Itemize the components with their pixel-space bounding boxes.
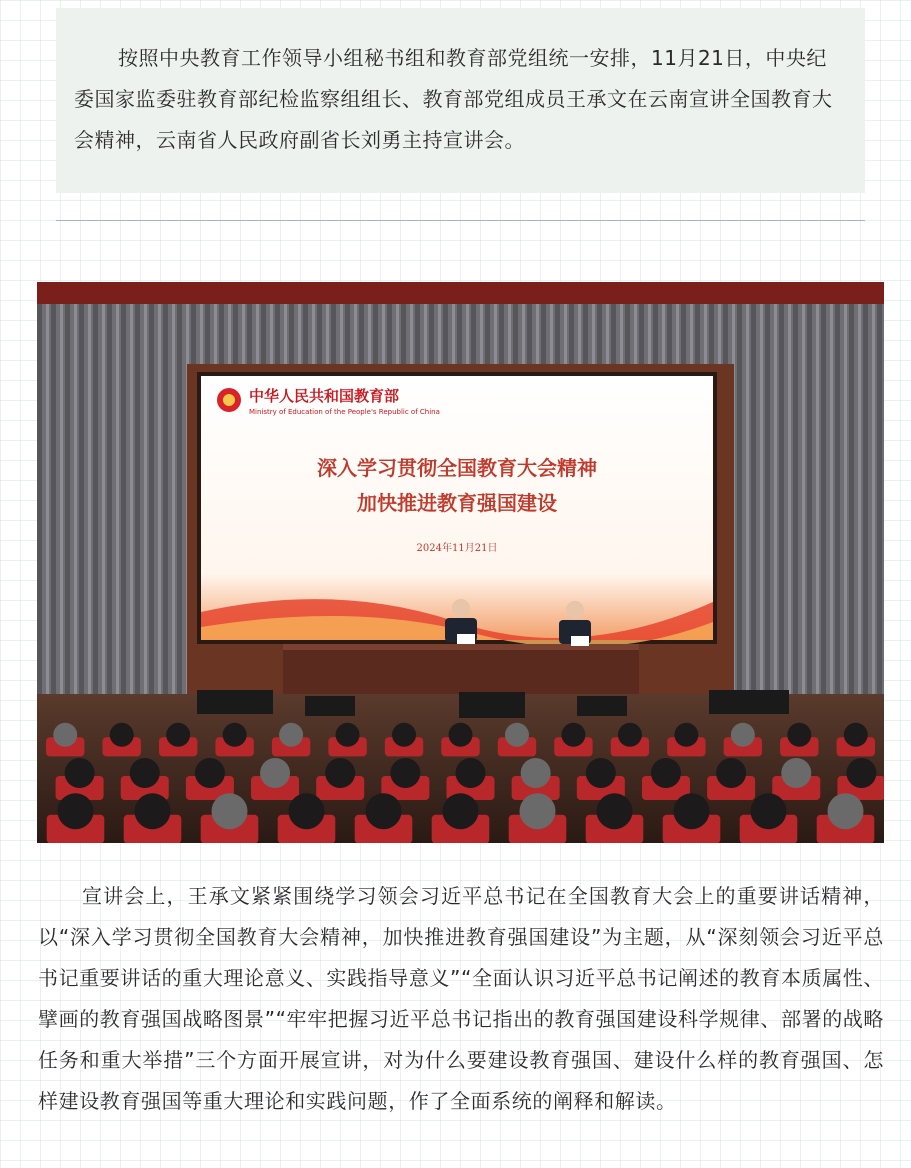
audience-head (392, 723, 416, 747)
audience-head (828, 793, 864, 829)
right-curtain (734, 364, 884, 694)
audience-head (751, 793, 787, 829)
audience-head (260, 758, 290, 788)
audience-head (166, 723, 190, 747)
screen-date: 2024年11月21日 (416, 543, 498, 554)
audience-head (53, 723, 77, 747)
audience-head (651, 758, 681, 788)
top-drape (37, 304, 884, 364)
audience-head (325, 758, 355, 788)
audience-head (390, 758, 420, 788)
audience-head (716, 758, 746, 788)
audience-head (366, 793, 402, 829)
screen-title-line2: 加快推进教育强国建设 (357, 491, 557, 515)
audience-head (212, 793, 248, 829)
audience-head (787, 723, 811, 747)
audience-head (674, 793, 710, 829)
audience-head (505, 723, 529, 747)
body-paragraph: 宣讲会上，王承文紧紧围绕学习领会习近平总书记在全国教育大会上的重要讲话精神，以“深入学习贯彻全国教育大会精神，加快推进教育强国建设”为主题，从“深刻领会习近平总书记重要讲话的重大理论意义、实践指导意义”“全面认识习近平总书记阐述的教育本质属性、擘画的教育强国战略图景”“牢牢把握习近平总书记指出的教育强国建设科学规律、部署的战略任务和重大举措”三个方面开展宣讲，对为什么要建设教育强国、建设什么样的教育强国、怎样建设教育强国等重大理论和实践问题，作了全面系统的阐释和解读。 (38, 884, 884, 1113)
audience-head (449, 723, 473, 747)
audience-head (674, 723, 698, 747)
audience-head (289, 793, 325, 829)
audience-head (443, 793, 479, 829)
audience-head (130, 758, 160, 788)
monitor-4 (577, 696, 627, 716)
audience-head (195, 758, 225, 788)
org-name-en: Ministry of Education of the People's Republic of China (249, 408, 440, 416)
audience-head (336, 723, 360, 747)
audience-head (520, 793, 556, 829)
screen-title-line1: 深入学习贯彻全国教育大会精神 (317, 456, 597, 480)
audience-head (561, 723, 585, 747)
audience-head (521, 758, 551, 788)
left-curtain (37, 364, 187, 694)
audience-head (846, 758, 876, 788)
name-card-right (571, 636, 589, 646)
audience-head (731, 723, 755, 747)
org-name-cn: 中华人民共和国教育部 (249, 387, 400, 405)
monitor-3 (459, 692, 525, 718)
audience-head (279, 723, 303, 747)
audience-head (586, 758, 616, 788)
audience-head (58, 793, 94, 829)
monitor-2 (305, 696, 355, 716)
audience-head (844, 723, 868, 747)
monitor-5 (709, 690, 789, 714)
monitor-1 (197, 690, 273, 714)
audience-head (597, 793, 633, 829)
event-photo (37, 282, 884, 843)
section-divider (56, 220, 865, 221)
podium-table (283, 644, 639, 700)
audience-head (456, 758, 486, 788)
name-card-left (457, 634, 475, 644)
audience-head (618, 723, 642, 747)
audience-head (65, 758, 95, 788)
intro-box (56, 8, 865, 193)
audience-head (110, 723, 134, 747)
intro-paragraph: 按照中央教育工作领导小组秘书组和教育部党组统一安排，11月21日，中央纪委国家监委驻教育部纪检监察组组长、教育部党组成员王承文在云南宣讲全国教育大会精神，云南省人民政府副省长刘勇主持宣讲会。 (74, 46, 833, 152)
audience-head (135, 793, 171, 829)
audience-head (223, 723, 247, 747)
audience-head (781, 758, 811, 788)
top-valance (37, 282, 884, 304)
